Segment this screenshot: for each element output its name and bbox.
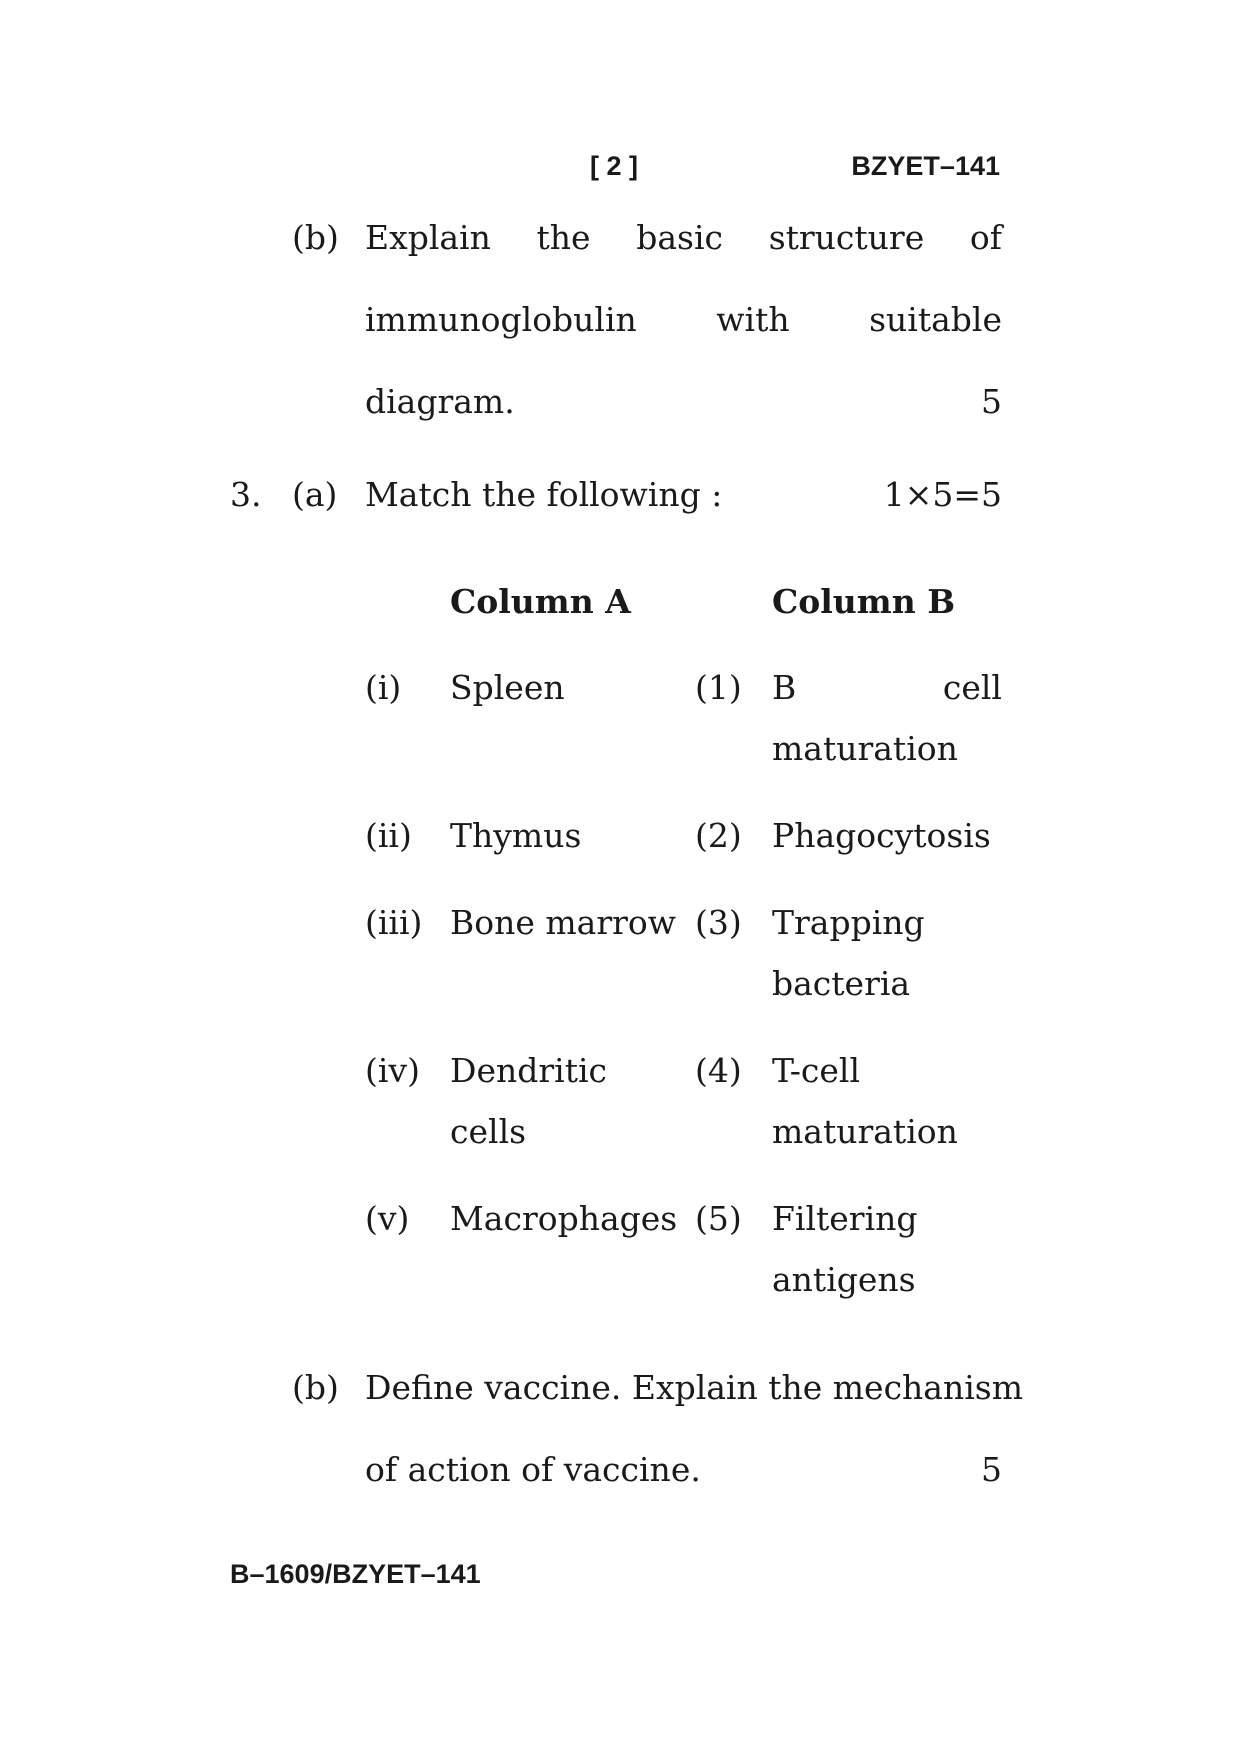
column-a-item: Spleen bbox=[450, 668, 565, 707]
q2b-line-2: immunoglobulin with suitable bbox=[365, 300, 1002, 339]
match-row-num: (iv) bbox=[365, 1051, 420, 1090]
match-row-num: (iii) bbox=[365, 903, 423, 942]
q3a-text: Match the following : bbox=[365, 475, 723, 514]
q3b-label: (b) bbox=[292, 1368, 339, 1407]
column-b-num: (1) bbox=[695, 668, 742, 707]
column-b-item-cont: maturation bbox=[772, 1112, 958, 1151]
column-a-item: Bone marrow bbox=[450, 903, 677, 942]
column-b-item: B cell bbox=[772, 668, 1002, 707]
column-a-item: Dendritic bbox=[450, 1051, 607, 1090]
column-b-item: T-cell bbox=[772, 1051, 861, 1090]
column-a-item-cont: cells bbox=[450, 1112, 527, 1151]
column-b-num: (2) bbox=[695, 816, 742, 855]
column-b-item-cont: bacteria bbox=[772, 964, 911, 1003]
column-b-item-cont: antigens bbox=[772, 1260, 916, 1299]
q2b-line-3: diagram. bbox=[365, 382, 515, 421]
q3b-marks: 5 bbox=[981, 1450, 1002, 1489]
column-a-header: Column A bbox=[450, 582, 631, 621]
page-number: [ 2 ] bbox=[590, 151, 639, 181]
q2b-line-1: Explain the basic structure of bbox=[365, 218, 1002, 257]
column-b-item: Phagocytosis bbox=[772, 816, 991, 855]
column-b-num: (3) bbox=[695, 903, 742, 942]
footer-code: B–1609/BZYET–141 bbox=[230, 1559, 481, 1589]
q3b-line-1: Define vaccine. Explain the mechanism bbox=[365, 1368, 1024, 1407]
column-b-item: Trapping bbox=[772, 903, 925, 942]
column-a-item: Macrophages bbox=[450, 1199, 678, 1238]
paper-code: BZYET–141 bbox=[851, 151, 1000, 181]
match-row-num: (i) bbox=[365, 668, 402, 707]
match-row-num: (ii) bbox=[365, 816, 412, 855]
column-b-header: Column B bbox=[772, 582, 956, 621]
column-b-item: Filtering bbox=[772, 1199, 918, 1238]
column-a-item: Thymus bbox=[450, 816, 582, 855]
q3-number: 3. bbox=[230, 475, 262, 514]
q3a-marks: 1×5=5 bbox=[883, 475, 1002, 514]
q2b-marks: 5 bbox=[981, 382, 1002, 421]
column-b-item-cont: maturation bbox=[772, 729, 958, 768]
match-row-num: (v) bbox=[365, 1199, 410, 1238]
column-b-num: (4) bbox=[695, 1051, 742, 1090]
q2b-label: (b) bbox=[292, 218, 339, 257]
column-b-num: (5) bbox=[695, 1199, 742, 1238]
q3b-line-2: of action of vaccine. bbox=[365, 1450, 701, 1489]
q3a-label: (a) bbox=[292, 475, 338, 514]
